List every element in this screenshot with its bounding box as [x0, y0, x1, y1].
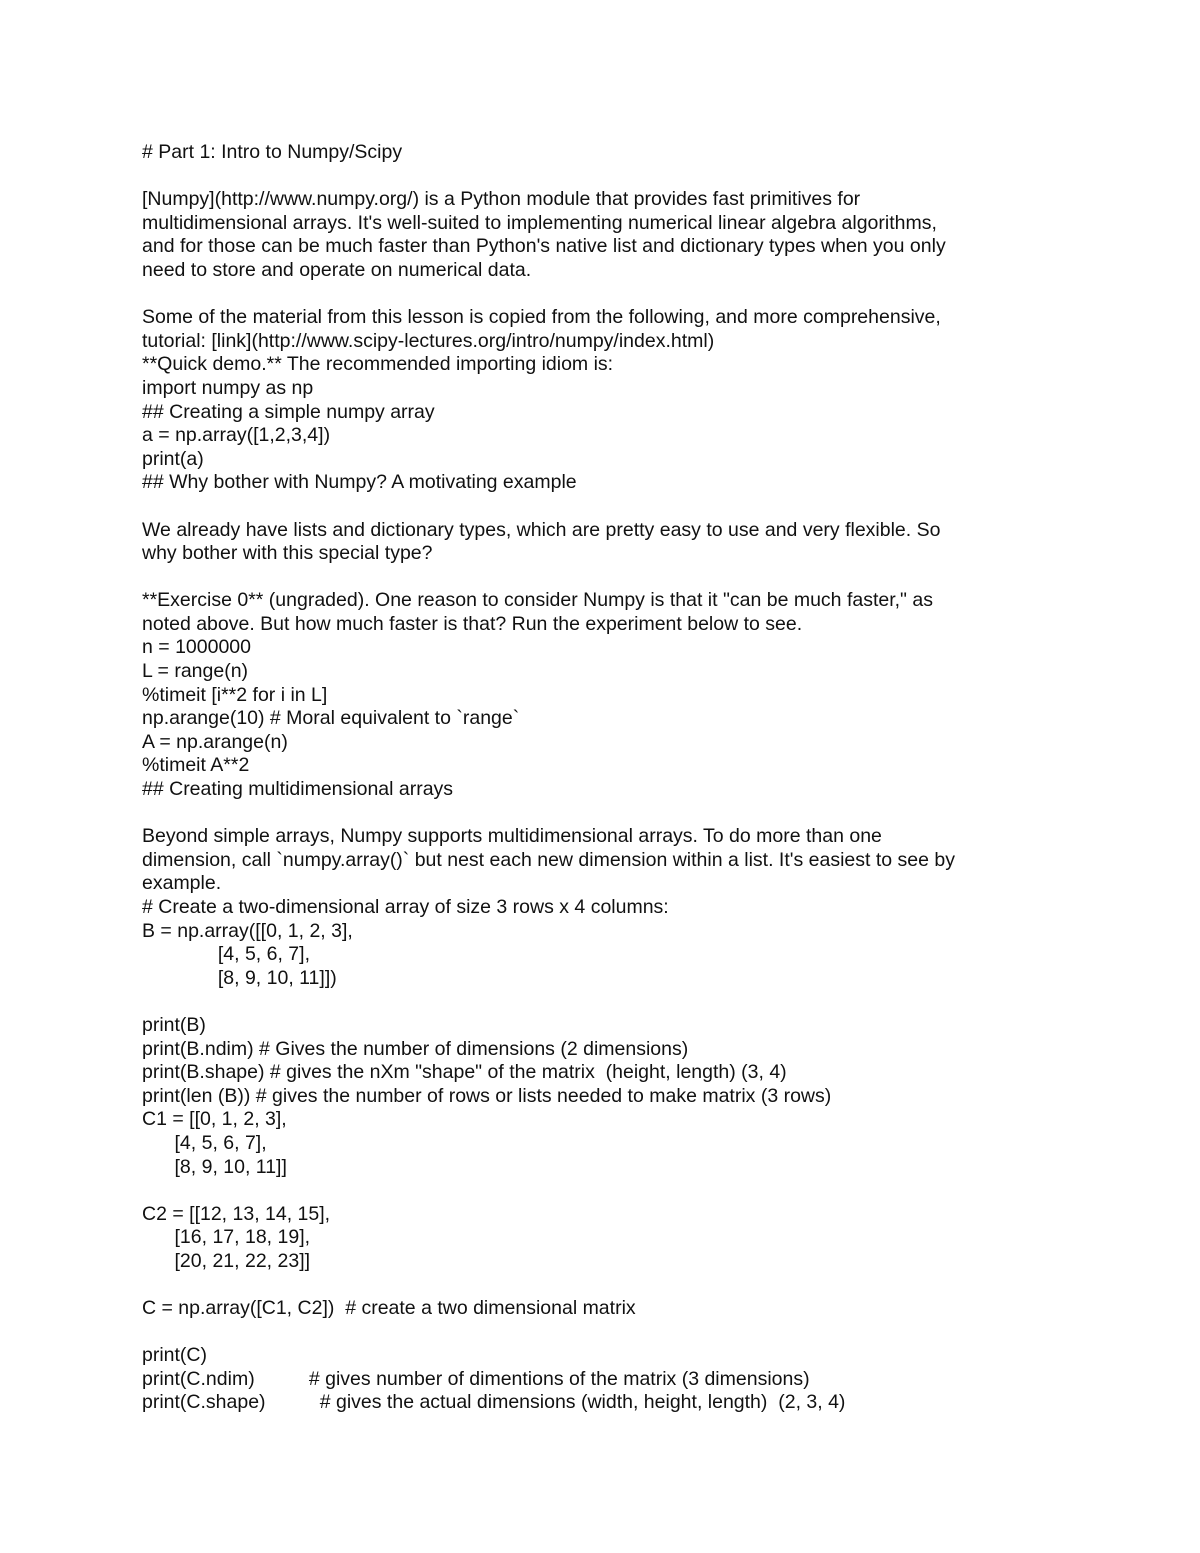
- text-line: ## Creating multidimensional arrays: [142, 778, 454, 801]
- text-line: print(C): [142, 1344, 208, 1367]
- text-line: [16, 17, 18, 19],: [142, 1226, 311, 1249]
- text-line: tutorial: [link](http://www.scipy-lectures.org/intro/numpy/index.html): [142, 329, 715, 352]
- text-line: [8, 9, 10, 11]]: [142, 1155, 287, 1178]
- text-line: dimension, call `numpy.array()` but nest each new dimension within a list. It's easiest to see by: [142, 848, 955, 871]
- text-line: a = np.array([1,2,3,4]): [142, 424, 331, 447]
- blank-line: [142, 1321, 1102, 1345]
- text-line: [4, 5, 6, 7],: [142, 943, 310, 966]
- blank-line: [142, 566, 1102, 590]
- text-line: %timeit A**2: [142, 754, 250, 777]
- blank-line: [142, 1179, 1102, 1203]
- text-line: example.: [142, 872, 222, 895]
- text-line: print(C.shape) # gives the actual dimensions (width, height, length) (2, 3, 4): [142, 1391, 846, 1414]
- text-line: # Create a two-dimensional array of size 3 rows x 4 columns:: [142, 896, 669, 918]
- blank-line: [142, 1274, 1102, 1298]
- text-line: C2 = [[12, 13, 14, 15],: [142, 1202, 331, 1225]
- text-line: [Numpy](http://www.numpy.org/) is a Python module that provides fast primitives for: [142, 188, 861, 211]
- text-line: C1 = [[0, 1, 2, 3],: [142, 1108, 287, 1131]
- text-line: **Quick demo.** The recommended importing idiom is:: [142, 353, 614, 376]
- text-line: print(C.ndim) # gives number of dimentions of the matrix (3 dimensions): [142, 1367, 810, 1390]
- blank-line: [142, 990, 1102, 1014]
- text-line: Beyond simple arrays, Numpy supports multidimensional arrays. To do more than one: [142, 825, 882, 848]
- text-line: C = np.array([C1, C2]) # create a two dimensional matrix: [142, 1297, 636, 1320]
- text-line: ## Creating a simple numpy array: [142, 400, 435, 423]
- document-body: [142, 141, 1102, 1415]
- text-line: Some of the material from this lesson is copied from the following, and more comprehensive,: [142, 306, 941, 329]
- text-line: We already have lists and dictionary types, which are pretty easy to use and very flexible. So: [142, 518, 941, 541]
- text-line: [20, 21, 22, 23]]: [142, 1249, 311, 1272]
- text-line: noted above. But how much faster is that? Run the experiment below to see.: [142, 612, 803, 635]
- text-line: n = 1000000: [142, 636, 251, 659]
- blank-line: [142, 495, 1102, 519]
- text-line: %timeit [i**2 for i in L]: [142, 683, 328, 706]
- text-line: A = np.arange(n): [142, 730, 288, 753]
- text-line: print(len (B)) # gives the number of rows or lists needed to make matrix (3 rows): [142, 1084, 832, 1107]
- blank-line: [142, 165, 1102, 189]
- text-line: [4, 5, 6, 7],: [142, 1131, 267, 1154]
- text-line: **Exercise 0** (ungraded). One reason to consider Numpy is that it "can be much faster," as: [142, 589, 933, 612]
- text-line: need to store and operate on numerical data.: [142, 258, 532, 281]
- text-line: and for those can be much faster than Python's native list and dictionary types when you only: [142, 235, 946, 258]
- blank-line: [142, 802, 1102, 826]
- text-line: print(B.ndim) # Gives the number of dimensions (2 dimensions): [142, 1037, 689, 1060]
- text-line: ## Why bother with Numpy? A motivating example: [142, 471, 577, 494]
- text-line: import numpy as np: [142, 376, 314, 399]
- text-line: L = range(n): [142, 660, 249, 683]
- text-line: print(B.shape) # gives the nXm "shape" of the matrix (height, length) (3, 4): [142, 1061, 787, 1084]
- text-line: multidimensional arrays. It's well-suited to implementing numerical linear algebra algorithms,: [142, 211, 937, 234]
- text-line: print(B): [142, 1013, 206, 1036]
- text-line: print(a): [142, 447, 204, 470]
- blank-line: [142, 283, 1102, 307]
- text-line: np.arange(10) # Moral equivalent to `range`: [142, 707, 520, 730]
- text-line: why bother with this special type?: [142, 542, 433, 565]
- text-line: [8, 9, 10, 11]]): [142, 966, 337, 989]
- text-line: # Part 1: Intro to Numpy/Scipy: [142, 141, 403, 163]
- text-line: B = np.array([[0, 1, 2, 3],: [142, 919, 353, 942]
